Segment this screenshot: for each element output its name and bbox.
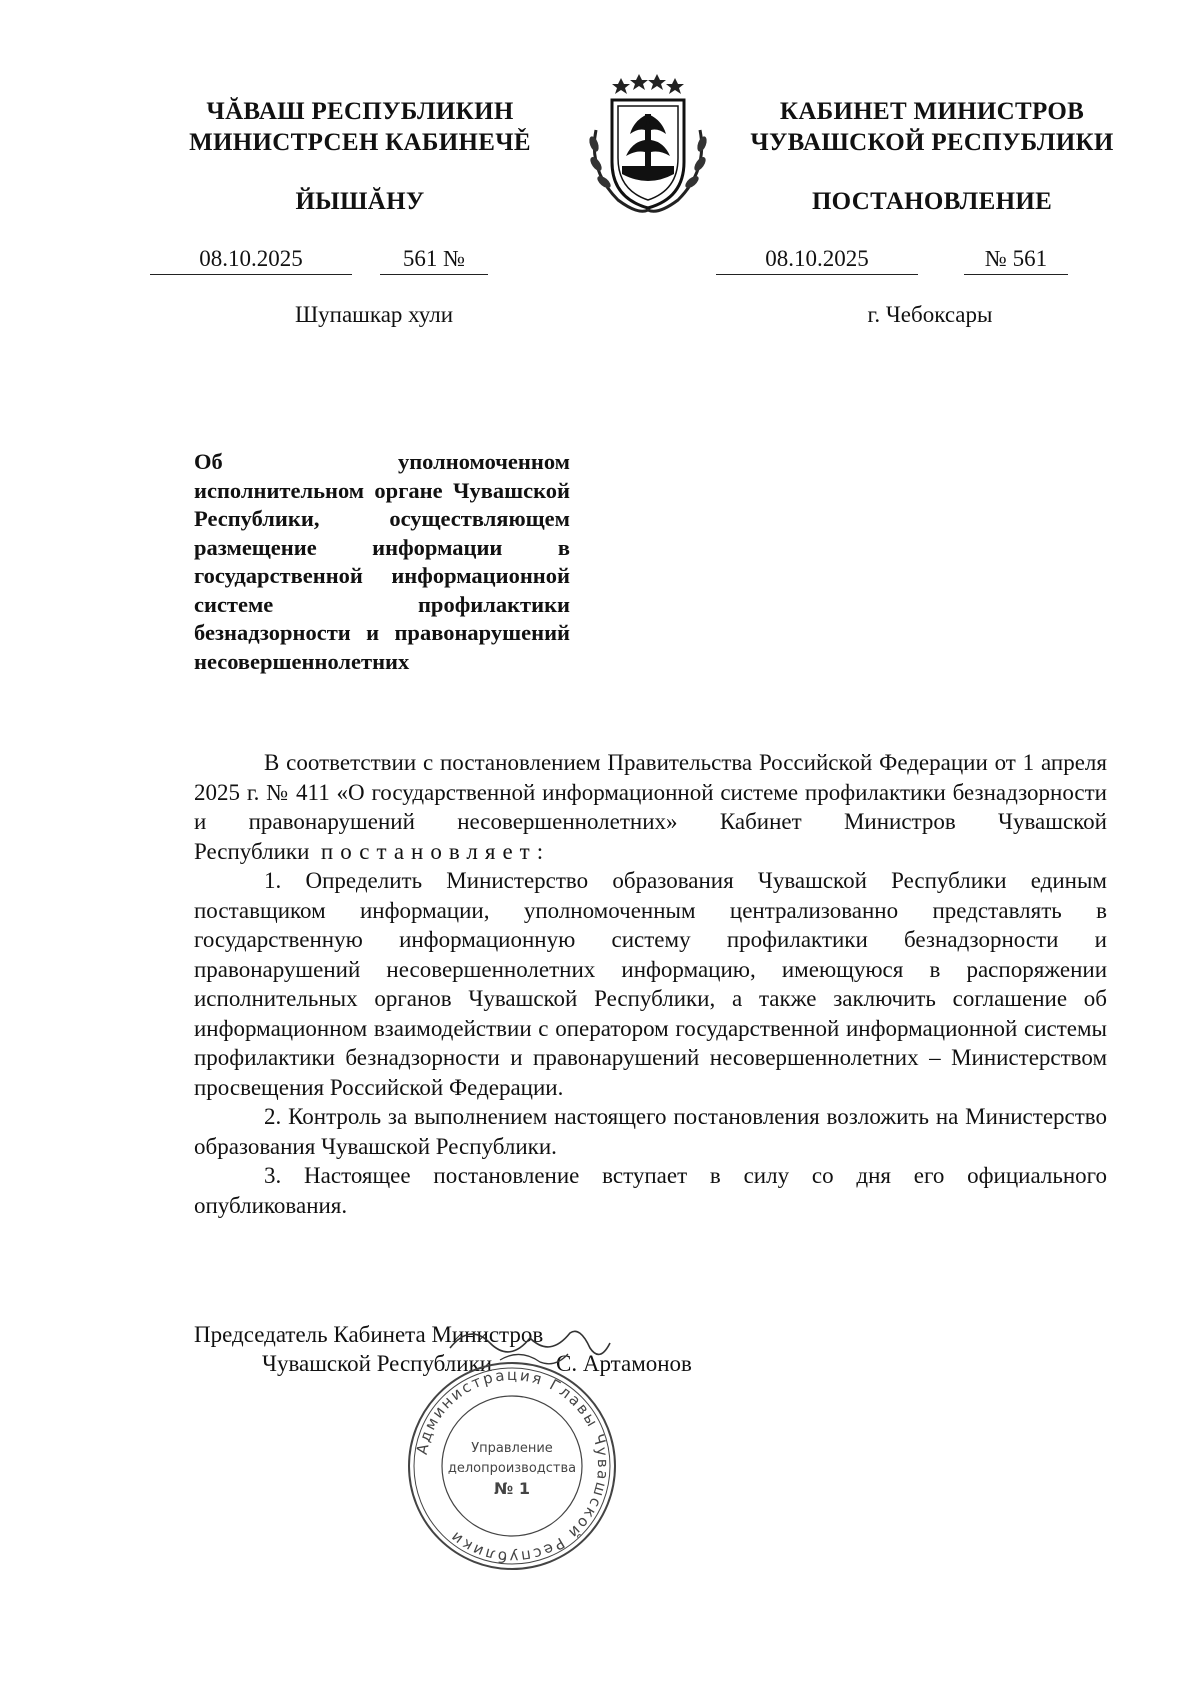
- document-title: Об уполномоченном исполнительном органе Чувашской Республики, осуществляющем размещение информации в государственной информационной системе профилактики безнадзорности и правонарушений несовершеннолетних: [194, 449, 570, 674]
- header-right-date-line: [716, 274, 918, 275]
- document-body: [194, 748, 1107, 1220]
- header-left-line2: МИНИСТРСЕН КАБИНЕЧĚ: [189, 129, 531, 156]
- stamp-outer-text: Администрация Главы Чувашской Республики: [412, 1365, 613, 1567]
- header-right-number-line: [964, 274, 1068, 275]
- header-left-number-line: [380, 274, 488, 275]
- signature-position-line2: Чувашской Республики: [262, 1351, 493, 1376]
- intro-paragraph: [194, 748, 1107, 866]
- intro-text: В соответствии с постановлением Правительства Российской Федерации от 1 апреля 2025 г. № 411 «О государственной информационной системе профилактики безнадзорности и правонарушений несовершеннолетних» Кабинет Министров Чувашской Республики: [194, 750, 1107, 864]
- header-left: [150, 96, 570, 217]
- stamp-center-line2: делопроизводства: [447, 1461, 577, 1476]
- header-right-line1: КАБИНЕТ МИНИСТРОВ: [779, 98, 1085, 125]
- item-3: 3. Настоящее постановление вступает в силу со дня его официального опубликования.: [194, 1163, 1107, 1218]
- header-left-date: 08.10.2025: [199, 246, 303, 271]
- header-left-doc-type: ЙЫШĂНУ: [295, 188, 425, 215]
- intro-colon: :: [536, 838, 544, 864]
- item-1: 1. Определить Министерство образования Чувашской Республики единым поставщиком информации, уполномоченным централизованно представлять в государственную информационную систему профилактики безнадзорности и правонарушений несовершеннолетних информацию, имеющуюся в распоряжении исполнительных органов Чувашской Республики, а также заключить соглашение об информационном взаимодействии с оператором государственной информационной системы профилактики безнадзорности и правонарушений несовершеннолетних – Министерством просвещения Российской Федерации.: [194, 868, 1107, 1100]
- stamp-seal-icon: [406, 1360, 618, 1572]
- header-right-date: 08.10.2025: [765, 246, 869, 271]
- header-left-date-line: [150, 274, 352, 275]
- signature-name: С. Артамонов: [556, 1351, 692, 1376]
- item-2: 2. Контроль за выполнением настоящего постановления возложить на Министерство образования Чувашской Республики.: [194, 1104, 1107, 1159]
- stamp-center-line1: Управление: [471, 1441, 553, 1456]
- header-left-number: 561 №: [402, 246, 466, 271]
- header-right-doc-type: ПОСТАНОВЛЕНИЕ: [811, 188, 1053, 215]
- intro-verb: постановляет: [320, 838, 537, 864]
- header-right-line2: ЧУВАШСКОЙ РЕСПУБЛИКИ: [750, 129, 1114, 156]
- header-right-number: № 561: [984, 246, 1048, 271]
- header-right: [722, 96, 1142, 217]
- header-right-city: г. Чебоксары: [867, 302, 993, 327]
- signature-position-line1: Председатель Кабинета Министров: [194, 1322, 544, 1347]
- official-stamp: [406, 1360, 618, 1572]
- header-left-city: Шупашкар хули: [294, 302, 454, 327]
- stamp-center-line3: № 1: [494, 1479, 530, 1498]
- emblem: [578, 70, 718, 222]
- coat-of-arms-chuvashia-icon: [578, 70, 718, 222]
- header-left-line1: ЧĂВАШ РЕСПУБЛИКИН: [206, 98, 514, 125]
